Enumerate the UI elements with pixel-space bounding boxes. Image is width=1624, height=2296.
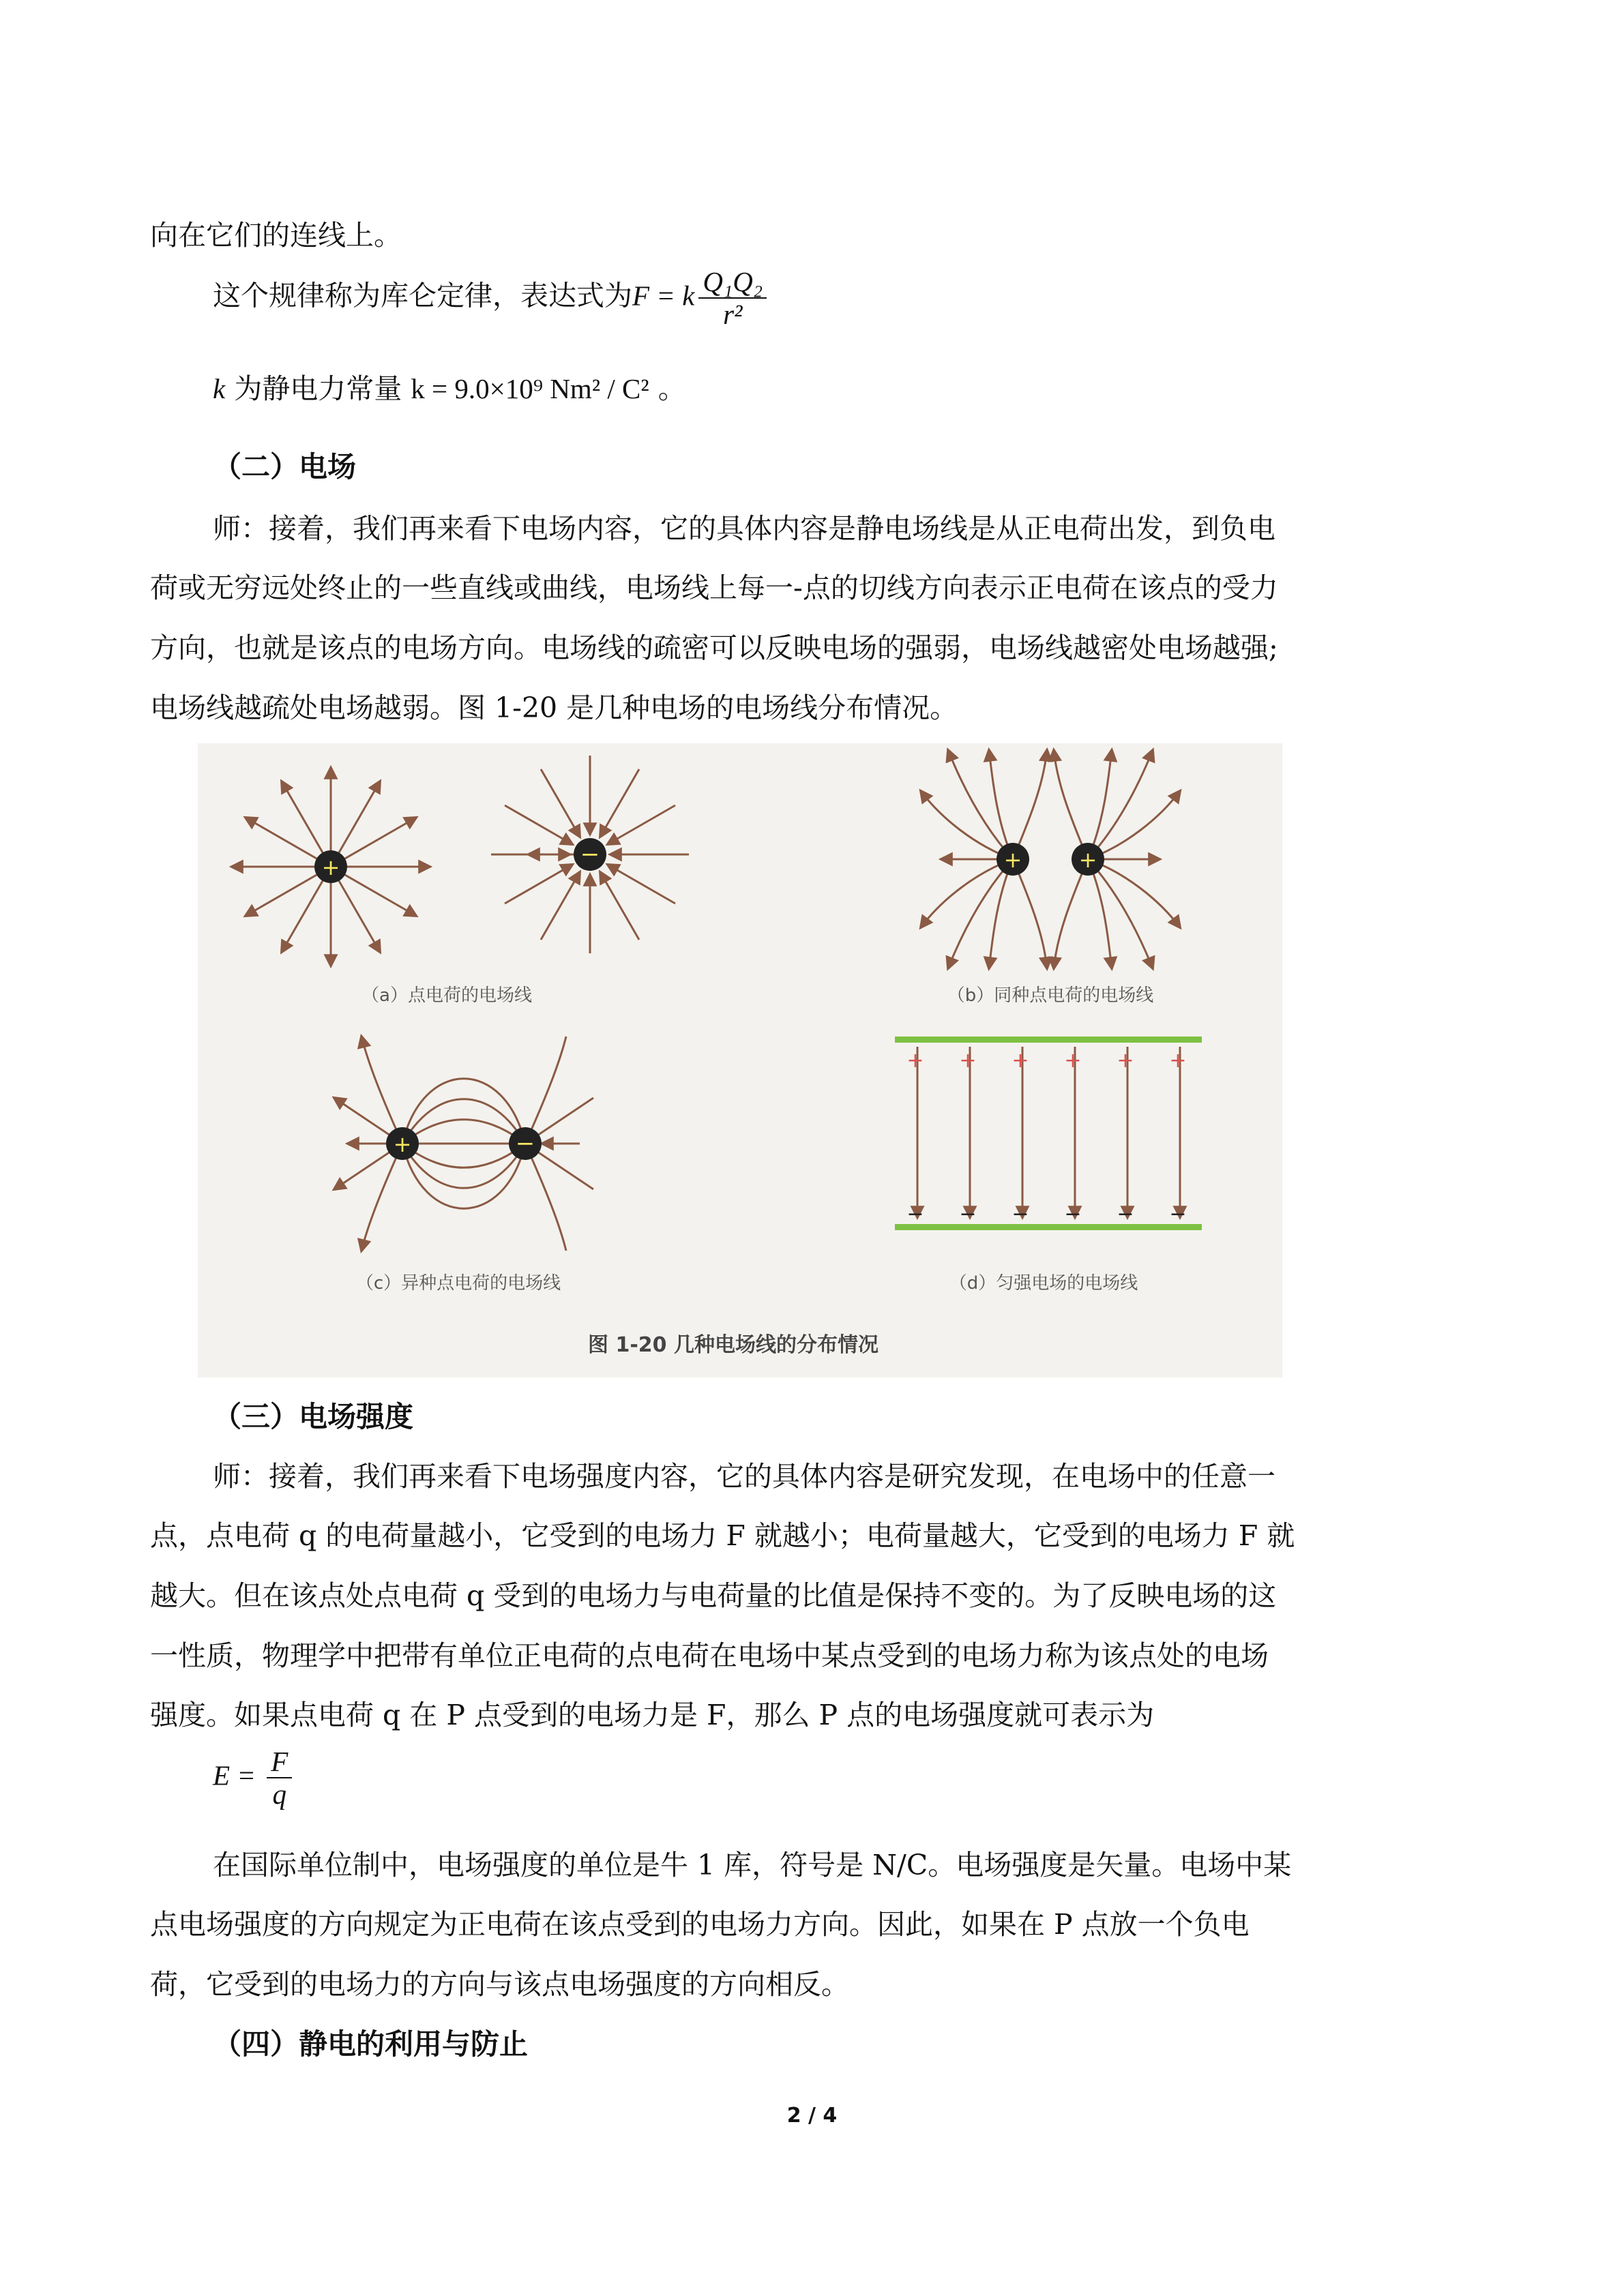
figure-title: 图 1-20 几种电场线的分布情况 [588, 1333, 879, 1357]
fraction-numerator: F [267, 1746, 292, 1778]
k-variable: k [213, 373, 226, 404]
panel-c-opposite-charges [334, 1037, 593, 1251]
panel-b-like-charges [921, 750, 1180, 968]
paragraph-line: 师：接着，我们再来看下电场内容，它的具体内容是静电场线是从正电荷出发，到负电 [213, 512, 1275, 545]
formula-eq: = [230, 1759, 263, 1791]
minus-sign: − [515, 1130, 535, 1157]
paragraph-line: 电场线越疏处电场越弱。图 1-20 是几种电场的电场线分布情况。 [150, 691, 958, 724]
minus-sign: − [959, 1202, 977, 1226]
section-heading-field: （二）电场 [213, 450, 357, 483]
section-heading-field-strength: （三）电场强度 [213, 1400, 414, 1433]
field-lines-figure [198, 743, 1282, 1377]
fraction-numerator: Q₁Q₂ [698, 266, 767, 299]
constant-end: 。 [649, 372, 686, 405]
plus-sign: + [1117, 1049, 1134, 1073]
coulomb-intro: 这个规律称为库仑定律，表达式为 [213, 279, 632, 312]
paragraph-line: 一性质，物理学中把带有单位正电荷的点电荷在电场中某点受到的电场力称为该点处的电场 [150, 1639, 1269, 1672]
formula-eq: = k [649, 280, 695, 312]
paragraph-line: 师：接着，我们再来看下电场强度内容，它的具体内容是研究发现，在电场中的任意一 [213, 1460, 1275, 1493]
minus-sign: − [1012, 1202, 1029, 1226]
paragraph-line: 点电场强度的方向规定为正电荷在该点受到的电场力方向。因此，如果在 P 点放一个负电 [150, 1908, 1250, 1941]
page-number: 2 / 4 [786, 2104, 838, 2128]
plus-sign: + [321, 854, 340, 880]
paragraph-line: 在国际单位制中，电场强度的单位是牛 1 库，符号是 N/C。电场强度是矢量。电场中某 [213, 1849, 1292, 1881]
plus-sign: + [393, 1131, 412, 1157]
panel-d-uniform-field [895, 1037, 1202, 1230]
minus-sign: − [906, 1202, 924, 1226]
coulomb-law-line [213, 266, 771, 330]
paragraph-line: 荷，它受到的电场力的方向与该点电场强度的方向相反。 [150, 1968, 849, 2001]
constant-line [213, 368, 686, 409]
formula-lhs: F [632, 280, 650, 312]
paragraph-line: 荷或无穷远处终止的一些直线或曲线，电场线上每一-点的切线方向表示正电荷在该点的受力 [150, 571, 1278, 604]
paragraph-line: 强度。如果点电荷 q 在 P 点受到的电场力是 F，那么 P 点的电场强度就可表示为 [150, 1699, 1155, 1731]
constant-text: 为静电力常量 [225, 372, 411, 405]
caption-d: （d）匀强电场的电场线 [949, 1273, 1138, 1294]
minus-sign: − [1117, 1202, 1134, 1226]
bottom-plate [895, 1224, 1202, 1230]
formula-lhs: E [213, 1759, 231, 1791]
plus-sign: + [1003, 847, 1022, 873]
caption-a: （a）点电荷的电场线 [361, 985, 532, 1006]
paragraph-line: 点，点电荷 q 的电荷量越小，它受到的电场力 F 就越小；电荷量越大，它受到的电场力 F 就 [150, 1519, 1295, 1552]
paragraph-line: 方向，也就是该点的电场方向。电场线的疏密可以反映电场的强弱，电场线越密处电场越强; [150, 631, 1278, 664]
fraction-denominator: q [272, 1778, 286, 1810]
caption-b: （b）同种点电荷的电场线 [947, 985, 1154, 1006]
field-fraction [267, 1746, 292, 1810]
plus-sign: + [1012, 1049, 1029, 1073]
minus-sign: − [580, 841, 600, 868]
minus-sign: − [1169, 1202, 1187, 1226]
paragraph-line: 越大。但在该点处点电荷 q 受到的电场力与电荷量的比值是保持不变的。为了反映电场的这 [150, 1579, 1277, 1612]
field-strength-formula [213, 1746, 296, 1810]
fraction-denominator: r² [723, 299, 743, 330]
plus-sign: + [1064, 1049, 1082, 1073]
coulomb-fraction [698, 266, 767, 330]
constant-expression: k = 9.0×10⁹ Nm² / C² [411, 373, 649, 404]
caption-c: （c）异种点电荷的电场线 [355, 1273, 561, 1294]
paragraph-line: 向在它们的连线上。 [150, 219, 402, 252]
plus-sign: + [906, 1049, 924, 1073]
minus-sign: − [1064, 1202, 1082, 1226]
plus-sign: + [959, 1049, 977, 1073]
plus-sign: + [1169, 1049, 1187, 1073]
plus-sign: + [1078, 847, 1097, 873]
top-plate [895, 1037, 1202, 1043]
section-heading-electrostatics: （四）静电的利用与防止 [213, 2027, 529, 2061]
